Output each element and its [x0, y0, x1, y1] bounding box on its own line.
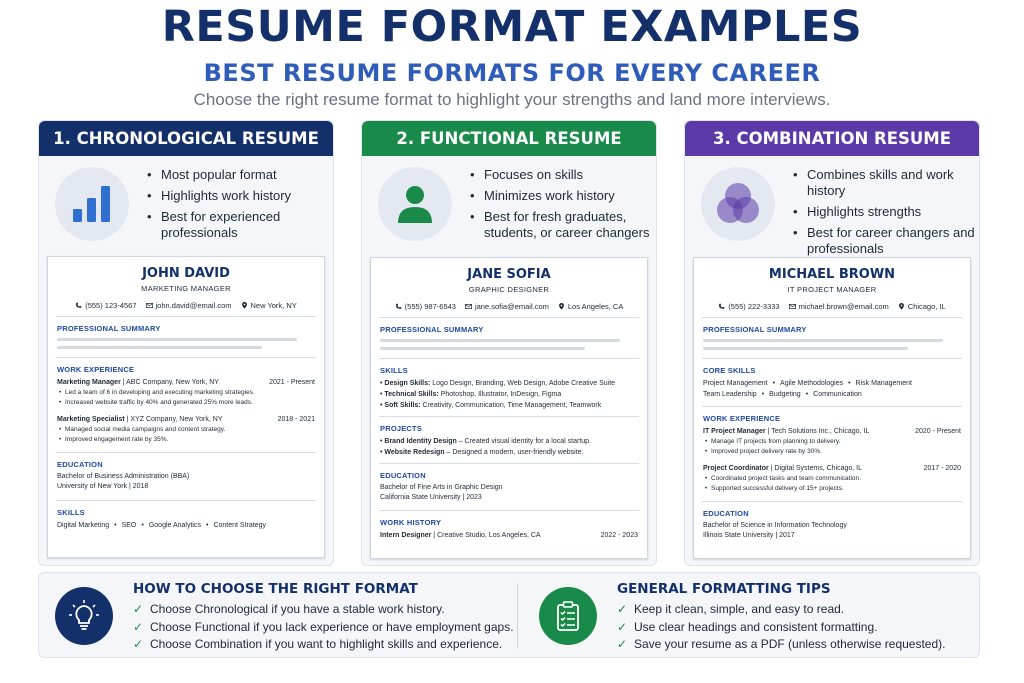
skill-text: Creativity, Communication, Time Management, Teamwork [422, 402, 602, 409]
divider [379, 463, 639, 464]
placeholder-line [380, 339, 620, 342]
resume-phone: (555) 987-6543 [404, 302, 456, 311]
job-bullet: • Coordinated project tasks and team communication. [703, 474, 961, 484]
education-line: Illinois State University | 2017 [703, 532, 795, 539]
resume-name: JOHN DAVID [142, 266, 230, 281]
divider [702, 358, 962, 359]
skill-item: Content Strategy [213, 522, 266, 529]
phone-icon [718, 303, 725, 310]
card-bullets [791, 167, 977, 262]
job-bullet: • Manage IT projects from planning to delivery. [703, 437, 961, 447]
bar-chart-icon [55, 167, 129, 241]
skills-line: Digital Marketing • SEO • Google Analytics • Content Strategy [57, 522, 266, 529]
project-label: Website Redesign [384, 449, 445, 456]
job-bullet: • Managed social media campaigns and content strategy. [57, 425, 315, 435]
job-dates: 2021 - Present [269, 379, 315, 386]
job-dates: 2020 - Present [915, 428, 961, 435]
education-line: California State University | 2023 [380, 494, 482, 501]
skill-text: Photoshop, Illustrator, InDesign, Figma [440, 391, 562, 398]
page-subtitle: BEST RESUME FORMATS FOR EVERY CAREER [203, 59, 821, 87]
divider [379, 510, 639, 511]
project-label: Brand Identity Design [384, 438, 457, 445]
resume-contact [371, 302, 647, 311]
page-tagline: Choose the right resume format to highlight your strengths and land more interviews. [193, 90, 831, 109]
section-title: PROFESSIONAL SUMMARY [703, 325, 807, 334]
resume-email: jane.sofia@email.com [474, 302, 549, 311]
section-title: CORE SKILLS [703, 366, 756, 375]
page-title: RESUME FORMAT EXAMPLES [161, 2, 863, 52]
tips-title: GENERAL FORMATTING TIPS [617, 581, 831, 597]
email-icon [146, 302, 153, 309]
skill-group: • Technical Skills: Photoshop, Illustrator, InDesign, Figma [380, 391, 562, 398]
resume-sample [370, 257, 648, 559]
email-icon [465, 303, 472, 310]
card-bullet: • Highlights strengths [791, 204, 977, 220]
skill-item: Budgeting [769, 391, 801, 398]
phone-icon [75, 302, 82, 309]
resume-role: IT PROJECT MANAGER [787, 285, 877, 294]
divider [379, 416, 639, 417]
education-line: Bachelor of Business Administration (BBA) [57, 473, 190, 480]
tips-list [133, 601, 514, 654]
combination-card [684, 120, 980, 566]
education-line: Bachelor of Science in Information Technology [703, 522, 847, 529]
tip-item: ✓ Keep it clean, simple, and easy to read. [617, 601, 945, 619]
section-title: EDUCATION [57, 460, 103, 469]
resume-location: Los Angeles, CA [567, 302, 624, 311]
functional-card [361, 120, 657, 566]
card-bullet: • Most popular format [145, 167, 331, 183]
card-bullet: • Highlights work history [145, 188, 331, 204]
tip-item: ✓ Choose Functional if you lack experience or have employment gaps. [133, 619, 514, 637]
project-text: – Designed a modern, user-friendly website. [446, 449, 584, 456]
divider [702, 317, 962, 318]
skill-text: Logo Design, Branding, Web Design, Adobe Creative Suite [432, 380, 616, 387]
card-bullets [145, 167, 331, 246]
card-bullet: • Combines skills and work history [791, 167, 977, 199]
divider [379, 358, 639, 359]
job-row: Marketing Specialist | XYZ Company, New York, NY 2018 - 2021 [57, 416, 315, 423]
divider [56, 500, 316, 501]
section-title: PROJECTS [380, 424, 423, 433]
job-dates: 2018 - 2021 [277, 416, 315, 423]
resume-sample [693, 257, 971, 559]
job-company: Digital Systems, Chicago, IL [774, 465, 862, 472]
divider [56, 452, 316, 453]
skill-item: SEO [121, 522, 137, 529]
project-item: • Website Redesign – Designed a modern, user-friendly website. [380, 449, 584, 456]
skill-group: • Design Skills: Logo Design, Branding, Web Design, Adobe Creative Suite [380, 380, 616, 387]
job-dates: 2022 - 2023 [600, 532, 638, 539]
chronological-card [38, 120, 334, 566]
tip-item: ✓ Choose Combination if you want to highlight skills and experience. [133, 636, 514, 654]
resume-name: JANE SOFIA [467, 267, 551, 282]
job-company: Creative Studio, Los Angeles, CA [437, 532, 541, 539]
placeholder-line [57, 338, 297, 341]
education-line: University of New York | 2018 [57, 483, 149, 490]
skill-group: • Soft Skills: Creativity, Communication, Time Management, Teamwork [380, 402, 602, 409]
skill-item: Agile Methodologies [780, 380, 844, 387]
location-pin-icon [558, 303, 565, 310]
section-title: SKILLS [380, 366, 408, 375]
skill-item: Project Management [703, 380, 768, 387]
job-company: XYZ Company, New York, NY [130, 416, 223, 423]
job-row: Marketing Manager | ABC Company, New York, NY 2021 - Present [57, 379, 315, 386]
section-title: WORK EXPERIENCE [57, 365, 135, 374]
resume-phone: (555) 123-4567 [85, 301, 137, 310]
job-bullet: • Led a team of 6 in developing and executing marketing strategies. [57, 388, 315, 398]
skill-item: Team Leadership [703, 391, 757, 398]
location-pin-icon [241, 302, 248, 309]
job-title: IT Project Manager [703, 428, 766, 435]
tip-item: ✓ Save your resume as a PDF (unless otherwise requested). [617, 636, 945, 654]
divider [379, 317, 639, 318]
job-bullet: • Supported successful delivery of 15+ projects. [703, 484, 961, 494]
tip-item: ✓ Use clear headings and consistent formatting. [617, 619, 945, 637]
resume-contact [694, 302, 970, 311]
section-title: WORK HISTORY [380, 518, 442, 527]
card-bullet: • Focuses on skills [468, 167, 654, 183]
divider [702, 406, 962, 407]
clipboard-checklist-icon [539, 587, 597, 645]
card-heading: 3. COMBINATION RESUME [685, 121, 979, 156]
resume-contact [48, 301, 324, 310]
venn-diagram-icon [701, 167, 775, 241]
placeholder-line [703, 339, 943, 342]
job-title: Project Coordinator [703, 465, 769, 472]
card-bullets [468, 167, 654, 246]
skill-item: Risk Management [855, 380, 912, 387]
person-icon [378, 167, 452, 241]
section-title: SKILLS [57, 508, 85, 517]
job-company: Tech Solutions Inc., Chicago, IL [771, 428, 870, 435]
card-bullet: • Best for experienced professionals [145, 209, 331, 241]
section-title: PROFESSIONAL SUMMARY [57, 324, 161, 333]
project-item: • Brand Identity Design – Created visual identity for a local startup. [380, 438, 591, 445]
job-bullet: • Increased website traffic by 40% and generated 25% more leads. [57, 398, 315, 408]
skill-label: Technical Skills: [384, 391, 439, 398]
job-title: Intern Designer [380, 532, 432, 539]
job-title: Marketing Manager [57, 379, 121, 386]
tip-item: ✓ Choose Chronological if you have a stable work history. [133, 601, 514, 619]
phone-icon [395, 303, 402, 310]
resume-location: Chicago, IL [907, 302, 946, 311]
tips-list [617, 601, 945, 654]
placeholder-line [57, 346, 262, 349]
resume-email: michael.brown@email.com [798, 302, 889, 311]
section-title: PROFESSIONAL SUMMARY [380, 325, 484, 334]
core-skills-row: Project Management • Agile Methodologies • Risk Management [703, 380, 912, 387]
location-pin-icon [898, 303, 905, 310]
job-bullet: • Improved engagement rate by 35%. [57, 435, 315, 445]
skill-label: Design Skills: [384, 380, 431, 387]
resume-role: GRAPHIC DESIGNER [468, 285, 550, 294]
card-bullet: • Best for career changers and professionals [791, 225, 977, 257]
skill-item: Communication [813, 391, 862, 398]
section-title: EDUCATION [703, 509, 749, 518]
card-heading: 2. FUNCTIONAL RESUME [362, 121, 656, 156]
tips-panel [38, 572, 980, 658]
education-line: Bachelor of Fine Arts in Graphic Design [380, 484, 503, 491]
email-icon [789, 303, 796, 310]
resume-name: MICHAEL BROWN [768, 267, 896, 282]
card-bullet: • Best for fresh graduates, students, or career changers [468, 209, 654, 241]
resume-location: New York, NY [250, 301, 297, 310]
divider [56, 357, 316, 358]
job-row: Intern Designer | Creative Studio, Los Angeles, CA 2022 - 2023 [380, 532, 638, 539]
job-dates: 2017 - 2020 [923, 465, 961, 472]
divider [702, 501, 962, 502]
resume-role: MARKETING MANAGER [141, 284, 231, 293]
placeholder-line [703, 347, 908, 350]
resume-email: john.david@email.com [155, 301, 232, 310]
section-title: EDUCATION [380, 471, 426, 480]
card-bullet: • Minimizes work history [468, 188, 654, 204]
job-company: ABC Company, New York, NY [126, 379, 219, 386]
resume-phone: (555) 222-3333 [728, 302, 780, 311]
section-title: WORK EXPERIENCE [703, 414, 781, 423]
skill-item: Digital Marketing [57, 522, 110, 529]
job-row: Project Coordinator | Digital Systems, Chicago, IL 2017 - 2020 [703, 465, 961, 472]
card-heading: 1. CHRONOLOGICAL RESUME [39, 121, 333, 156]
tips-title: HOW TO CHOOSE THE RIGHT FORMAT [133, 581, 418, 597]
placeholder-line [380, 347, 585, 350]
divider [517, 583, 518, 649]
resume-sample [47, 256, 325, 558]
divider [56, 316, 316, 317]
project-text: – Created visual identity for a local startup. [458, 438, 591, 445]
skill-label: Soft Skills: [384, 402, 421, 409]
core-skills-row: Team Leadership • Budgeting • Communication [703, 391, 862, 398]
job-bullet: • Improved project delivery rate by 30%. [703, 447, 961, 457]
job-row: IT Project Manager | Tech Solutions Inc., Chicago, IL 2020 - Present [703, 428, 961, 435]
lightbulb-icon [55, 587, 113, 645]
skill-item: Google Analytics [148, 522, 201, 529]
job-title: Marketing Specialist [57, 416, 125, 423]
